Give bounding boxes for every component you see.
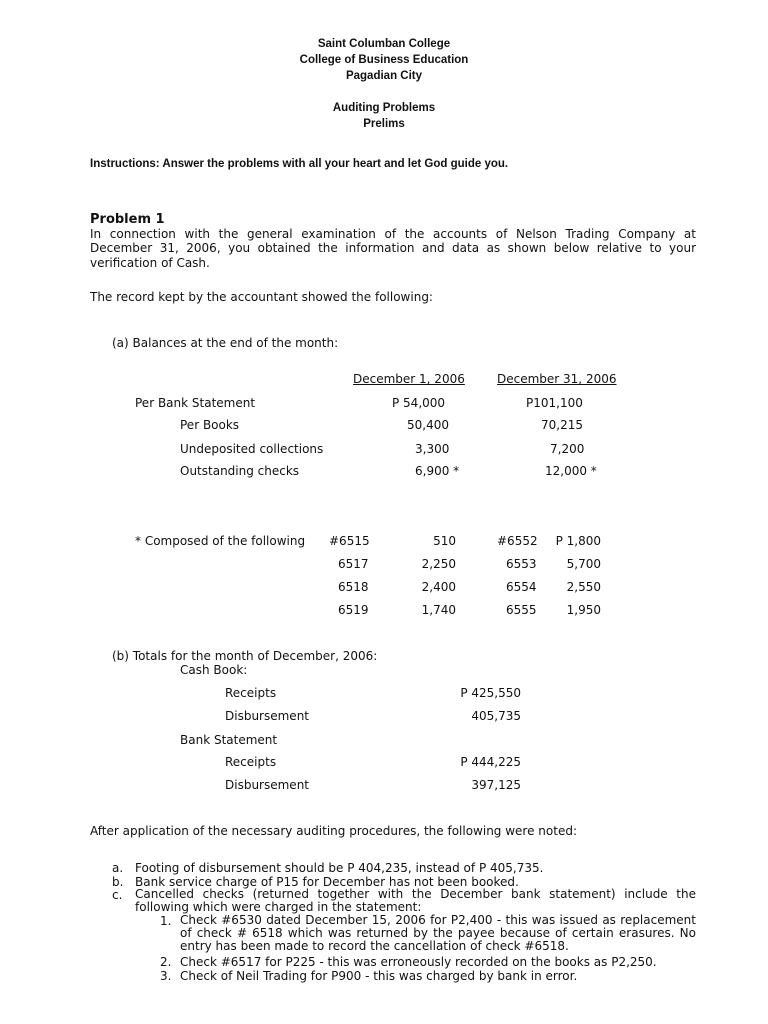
column-header-dec1: December 1, 2006 [353, 372, 465, 386]
balance-dec31: P101,100 [526, 396, 583, 410]
note-marker: b. [112, 875, 124, 889]
record-line: The record kept by the accountant showed the following: [90, 290, 433, 304]
balance-label: Per Bank Statement [135, 396, 256, 410]
cash-book-heading: Cash Book: [180, 663, 248, 677]
check-number: 6517 [338, 557, 369, 571]
section-b-heading: (b) Totals for the month of December, 2006: [112, 649, 378, 663]
check-amount: 510 [433, 534, 456, 548]
subnote-text: Check #6530 dated December 15, 2006 for P2,400 - this was issued as replacement of check # 6518 which was returned by the payee because of certain erasures. No entry has been made to record the cancellation of check #6518. [180, 913, 696, 954]
cash-book-label: Disbursement [225, 709, 309, 723]
after-line: After application of the necessary auditing procedures, the following were noted: [90, 824, 577, 838]
check-number: 6553 [506, 557, 537, 571]
subnote-marker: 3. [160, 969, 172, 983]
document-subtitle: Prelims [363, 118, 405, 130]
composed-label: * Composed of the following [135, 534, 306, 548]
problem-title: Problem 1 [90, 212, 165, 227]
section-a-heading: (a) Balances at the end of the month: [112, 336, 339, 350]
bank-value: 397,125 [471, 778, 521, 792]
balance-label: Outstanding checks [180, 464, 300, 478]
problem-intro: In connection with the general examination of the accounts of Nelson Trading Company at December 31, 2006, you obtained the information and data as shown below relative to your verification of Cash. [90, 227, 696, 270]
balance-dec1: P 54,000 [392, 396, 446, 410]
check-number: 6519 [338, 603, 369, 617]
document-title: Auditing Problems [332, 102, 436, 114]
balance-dec31: 12,000 * [545, 464, 597, 478]
bank-label: Receipts [225, 755, 277, 769]
college-name: College of Business Education [299, 54, 469, 66]
check-number: 6555 [506, 603, 537, 617]
balance-label: Undeposited collections [180, 442, 324, 456]
balance-dec1: 3,300 [415, 442, 450, 456]
cash-book-label: Receipts [225, 686, 277, 700]
note-marker: a. [112, 861, 124, 875]
check-amount: 1,950 [566, 603, 601, 617]
check-number: 6518 [338, 580, 369, 594]
check-amount: P 1,800 [555, 534, 601, 548]
city-name: Pagadian City [345, 70, 423, 82]
subnote-marker: 1. [160, 914, 172, 928]
note-text: Cancelled checks (returned together with the December bank statement) include the following which were charged in the statement: [135, 887, 696, 915]
check-amount: 5,700 [566, 557, 601, 571]
check-amount: 1,740 [421, 603, 456, 617]
bank-statement-heading: Bank Statement [180, 733, 278, 747]
bank-label: Disbursement [225, 778, 309, 792]
school-name: Saint Columban College [317, 38, 451, 50]
balance-dec1: 50,400 [407, 418, 449, 432]
instructions: Instructions: Answer the problems with all your heart and let God guide you. [90, 158, 509, 170]
note-text: Footing of disbursement should be P 404,235, instead of P 405,735. [135, 861, 544, 875]
subnote-text: Check #6517 for P225 - this was erroneously recorded on the books as P2,250. [180, 955, 657, 969]
subnote-text: Check of Neil Trading for P900 - this was charged by bank in error. [180, 969, 578, 983]
check-number: #6515 [329, 534, 370, 548]
bank-value: P 444,225 [460, 755, 521, 769]
column-header-dec31: December 31, 2006 [497, 372, 617, 386]
check-amount: 2,550 [566, 580, 601, 594]
balance-dec31: 70,215 [541, 418, 583, 432]
balance-label: Per Books [180, 418, 240, 432]
check-amount: 2,250 [421, 557, 456, 571]
check-number: 6554 [506, 580, 537, 594]
subnote-marker: 2. [160, 955, 172, 969]
check-number: #6552 [497, 534, 538, 548]
note-marker: c. [112, 888, 123, 902]
cash-book-value: 405,735 [471, 709, 521, 723]
check-amount: 2,400 [421, 580, 456, 594]
note-text: Bank service charge of P15 for December has not been booked. [135, 875, 519, 889]
cash-book-value: P 425,550 [460, 686, 521, 700]
balance-dec1: 6,900 * [415, 464, 460, 478]
balance-dec31: 7,200 [550, 442, 585, 456]
